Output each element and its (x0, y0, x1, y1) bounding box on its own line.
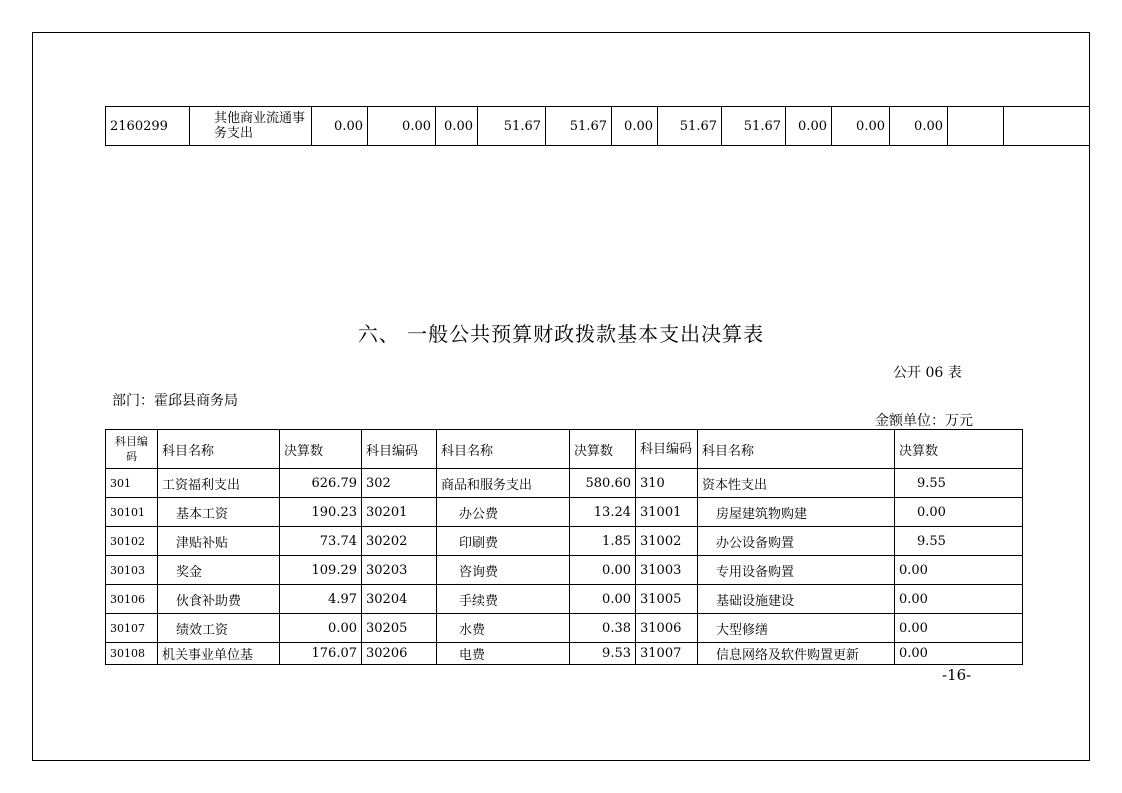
form-number: 公开 06 表 (893, 365, 962, 381)
subject-code: 30101 (106, 498, 158, 527)
subject-code: 301 (106, 469, 158, 498)
subject-name: 信息网络及软件购置更新 (698, 643, 895, 665)
subject-name: 基本工资 (158, 498, 280, 527)
amount-cell: 0.00 (895, 585, 1023, 614)
column-header: 科目名称 (437, 430, 570, 469)
table-row (106, 556, 1023, 585)
subject-code: 30204 (362, 585, 437, 614)
amount-cell: 0.00 (890, 107, 948, 146)
amount-cell: 0.00 (832, 107, 890, 146)
subject-name: 机关事业单位基 (158, 643, 280, 665)
amount-cell: 51.67 (658, 107, 722, 146)
subject-code: 31003 (636, 556, 698, 585)
amount-cell: 9.55 (895, 527, 1023, 556)
subject-code: 31001 (636, 498, 698, 527)
amount-cell: 9.53 (570, 643, 636, 665)
subject-code: 30103 (106, 556, 158, 585)
amount-cell: 0.00 (895, 614, 1023, 643)
subject-name: 资本性支出 (698, 469, 895, 498)
amount-cell: 51.67 (546, 107, 612, 146)
subject-name: 办公费 (437, 498, 570, 527)
table-row (106, 585, 1023, 614)
amount-cell: 0.00 (570, 556, 636, 585)
amount-cell: 626.79 (280, 469, 362, 498)
subject-code: 310 (636, 469, 698, 498)
column-header: 科目编码 (362, 430, 437, 469)
subject-name: 电费 (437, 643, 570, 665)
subject-code: 302 (362, 469, 437, 498)
subject-code: 30205 (362, 614, 437, 643)
column-header: 决算数 (570, 430, 636, 469)
amount-cell: 176.07 (280, 643, 362, 665)
amount-cell: 0.38 (570, 614, 636, 643)
amount-cell: 0.00 (570, 585, 636, 614)
column-header: 决算数 (280, 430, 362, 469)
subject-name: 商品和服务支出 (437, 469, 570, 498)
amount-cell: 51.67 (722, 107, 786, 146)
amount-cell: 9.55 (895, 469, 1023, 498)
subject-code: 30106 (106, 585, 158, 614)
amount-cell: 0.00 (895, 643, 1023, 665)
subject-name: 手续费 (437, 585, 570, 614)
table-row (106, 469, 1023, 498)
expenditure-table (105, 429, 1023, 665)
amount-cell: 4.97 (280, 585, 362, 614)
subject-name: 印刷费 (437, 527, 570, 556)
amount-cell: 13.24 (570, 498, 636, 527)
subject-code: 31007 (636, 643, 698, 665)
unit-label: 金额单位：万元 (875, 413, 973, 429)
subject-name: 房屋建筑物购建 (698, 498, 895, 527)
subject-code: 31006 (636, 614, 698, 643)
subject-code: 30108 (106, 643, 158, 665)
amount-cell: 51.67 (478, 107, 546, 146)
table-header-row (106, 430, 1023, 469)
subject-name: 咨询费 (437, 556, 570, 585)
subject-code: 30102 (106, 527, 158, 556)
department-label: 部门：霍邱县商务局 (112, 393, 238, 409)
subject-name: 津贴补贴 (158, 527, 280, 556)
amount-cell: 1.85 (570, 527, 636, 556)
table-row (106, 614, 1023, 643)
page-title: 六、 一般公共预算财政拨款基本支出决算表 (357, 322, 765, 346)
amount-cell: 0.00 (895, 556, 1023, 585)
amount-cell: 0.00 (436, 107, 478, 146)
amount-cell (1004, 107, 1090, 146)
subject-code: 2160299 (106, 107, 190, 146)
amount-cell: 0.00 (368, 107, 436, 146)
subject-name: 大型修缮 (698, 614, 895, 643)
amount-cell: 0.00 (612, 107, 658, 146)
column-header: 科目编码 (106, 430, 158, 469)
page-number: -16- (942, 666, 972, 684)
table-row (106, 643, 1023, 665)
amount-cell: 109.29 (280, 556, 362, 585)
subject-name: 专用设备购置 (698, 556, 895, 585)
subject-code: 30201 (362, 498, 437, 527)
column-header: 科目编码 (636, 430, 698, 469)
subject-code: 31002 (636, 527, 698, 556)
subject-code: 30206 (362, 643, 437, 665)
amount-cell: 0.00 (312, 107, 368, 146)
subject-code: 31005 (636, 585, 698, 614)
table-row (106, 107, 1090, 146)
subject-code: 30202 (362, 527, 437, 556)
table-row (106, 527, 1023, 556)
subject-name: 办公设备购置 (698, 527, 895, 556)
subject-code: 30107 (106, 614, 158, 643)
column-header: 科目名称 (698, 430, 895, 469)
amount-cell: 0.00 (895, 498, 1023, 527)
subject-name: 工资福利支出 (158, 469, 280, 498)
subject-name: 绩效工资 (158, 614, 280, 643)
continuation-table (105, 106, 1090, 146)
subject-name: 其他商业流通事务支出 (190, 107, 312, 146)
subject-code: 30203 (362, 556, 437, 585)
amount-cell: 580.60 (570, 469, 636, 498)
subject-name: 水费 (437, 614, 570, 643)
amount-cell: 0.00 (280, 614, 362, 643)
subject-name: 基础设施建设 (698, 585, 895, 614)
amount-cell: 73.74 (280, 527, 362, 556)
column-header: 科目名称 (158, 430, 280, 469)
subject-name: 奖金 (158, 556, 280, 585)
amount-cell: 190.23 (280, 498, 362, 527)
table-row (106, 498, 1023, 527)
subject-name: 伙食补助费 (158, 585, 280, 614)
column-header: 决算数 (895, 430, 1023, 469)
amount-cell: 0.00 (786, 107, 832, 146)
amount-cell (948, 107, 1004, 146)
